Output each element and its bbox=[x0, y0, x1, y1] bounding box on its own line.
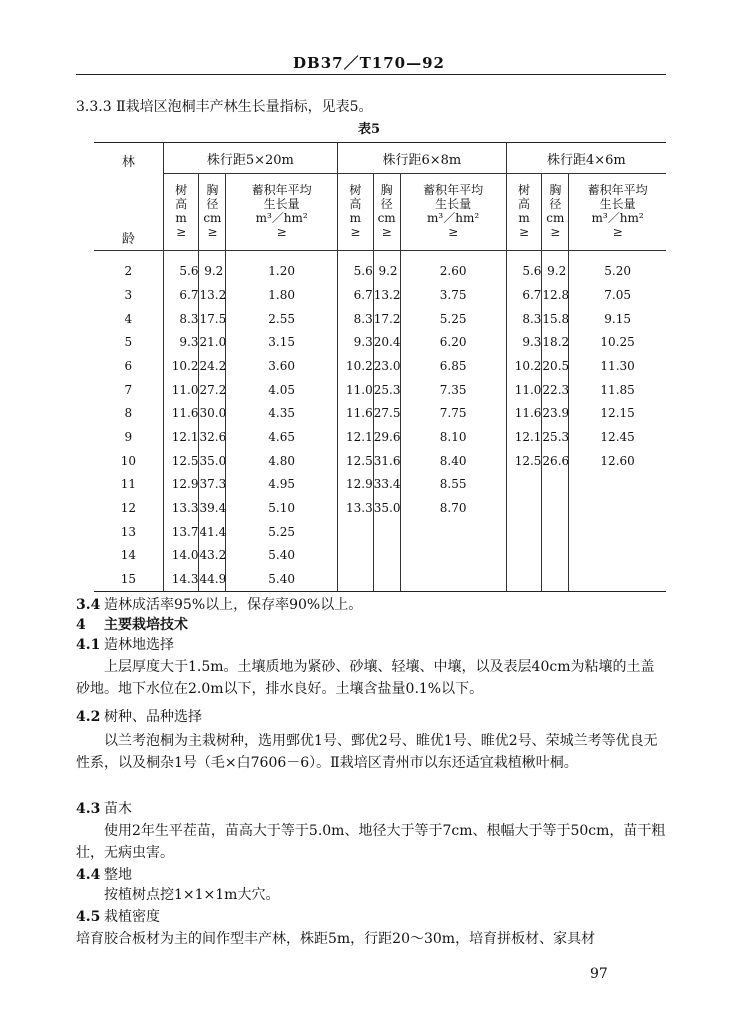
diameter-cell: 37.3 bbox=[199, 473, 226, 497]
diameter-cell: 29.6 bbox=[373, 425, 400, 449]
volume-cell: 1.80 bbox=[226, 283, 338, 307]
group-header-3: 株行距4×6m bbox=[506, 143, 666, 174]
diameter-cell: 27.5 bbox=[373, 401, 400, 425]
diameter-cell: 24.2 bbox=[199, 354, 226, 378]
group-header-2: 株行距6×8m bbox=[338, 143, 507, 174]
table-row bbox=[94, 473, 666, 497]
table-row bbox=[94, 354, 666, 378]
volume-cell: 5.40 bbox=[226, 544, 338, 568]
volume-cell: 4.95 bbox=[226, 473, 338, 497]
table-row bbox=[94, 449, 666, 473]
height-cell bbox=[338, 544, 374, 568]
age-cell: 12 bbox=[94, 496, 163, 520]
diameter-cell bbox=[542, 544, 569, 568]
table-row bbox=[94, 496, 666, 520]
section-4-2: 4.2 树种、品种选择 bbox=[76, 709, 202, 725]
height-cell: 12.9 bbox=[163, 473, 199, 497]
volume-cell: 4.65 bbox=[226, 425, 338, 449]
height-cell: 8.3 bbox=[338, 307, 374, 331]
volume-cell: 7.35 bbox=[400, 378, 506, 402]
table-row bbox=[94, 378, 666, 402]
diameter-cell: 39.4 bbox=[199, 496, 226, 520]
age-cell: 7 bbox=[94, 378, 163, 402]
height-cell: 6.7 bbox=[163, 283, 199, 307]
height-cell: 13.7 bbox=[163, 520, 199, 544]
paragraph-4-5: 培育胶合板材为主的间作型丰产林，株距5m，行距20～30m，培育拼板材、家具材 bbox=[76, 931, 596, 947]
volume-cell: 8.55 bbox=[400, 473, 506, 497]
height-cell bbox=[506, 473, 542, 497]
height-header-3: 树 高 m ≥ bbox=[506, 174, 542, 251]
age-cell: 10 bbox=[94, 449, 163, 473]
paragraph-4-3: 使用2年生平茬苗，苗高大于等于5.0m、地径大于等于7cm、根幅大于等于50cm，苗干粗壮，无病虫害。 bbox=[76, 823, 666, 861]
height-cell: 9.3 bbox=[163, 330, 199, 354]
age-cell: 14 bbox=[94, 544, 163, 568]
height-cell bbox=[506, 496, 542, 520]
height-cell: 5.6 bbox=[506, 251, 542, 284]
diameter-cell: 32.6 bbox=[199, 425, 226, 449]
height-header-2: 树 高 m ≥ bbox=[338, 174, 374, 251]
page-number: 97 bbox=[590, 966, 608, 982]
section-4-1: 4.1 造林地选择 bbox=[76, 637, 174, 653]
height-cell: 5.6 bbox=[163, 251, 199, 284]
volume-cell bbox=[569, 567, 666, 591]
diameter-cell: 9.2 bbox=[542, 251, 569, 284]
diameter-cell: 35.0 bbox=[373, 496, 400, 520]
height-cell: 12.5 bbox=[163, 449, 199, 473]
diameter-cell: 35.0 bbox=[199, 449, 226, 473]
height-cell: 13.3 bbox=[338, 496, 374, 520]
section-4-4: 4.4 整地 bbox=[76, 867, 132, 883]
volume-cell: 7.75 bbox=[400, 401, 506, 425]
section-4-5: 4.5 栽植密度 bbox=[76, 909, 160, 925]
height-cell: 12.5 bbox=[338, 449, 374, 473]
diameter-cell: 20.4 bbox=[373, 330, 400, 354]
paragraph-4-4: 按植树点挖1×1×1m大穴。 bbox=[104, 887, 280, 903]
volume-cell: 5.40 bbox=[226, 567, 338, 591]
table-row bbox=[94, 307, 666, 331]
diameter-cell: 20.5 bbox=[542, 354, 569, 378]
age-cell: 5 bbox=[94, 330, 163, 354]
diameter-cell: 33.4 bbox=[373, 473, 400, 497]
table-row bbox=[94, 425, 666, 449]
diameter-cell: 43.2 bbox=[199, 544, 226, 568]
diameter-header-2: 胸 径 cm ≥ bbox=[373, 174, 400, 251]
table-title: 表5 bbox=[357, 122, 381, 137]
volume-cell bbox=[569, 473, 666, 497]
height-cell: 11.6 bbox=[163, 401, 199, 425]
diameter-cell bbox=[542, 567, 569, 591]
diameter-cell bbox=[542, 496, 569, 520]
table-row bbox=[94, 544, 666, 568]
age-cell: 13 bbox=[94, 520, 163, 544]
volume-cell: 7.05 bbox=[604, 287, 631, 302]
table-row bbox=[94, 330, 666, 354]
group-header-1: 株行距5×20m bbox=[163, 143, 337, 174]
height-cell: 5.6 bbox=[338, 251, 374, 284]
height-cell: 8.3 bbox=[506, 307, 542, 331]
height-cell bbox=[338, 520, 374, 544]
diameter-cell: 13.2 bbox=[199, 283, 226, 307]
diameter-cell bbox=[373, 520, 400, 544]
volume-cell bbox=[400, 544, 506, 568]
volume-cell: 5.25 bbox=[226, 520, 338, 544]
volume-header-2: 蓄积年平均 生长量 m³／hm² ≥ bbox=[400, 174, 506, 251]
diameter-cell: 18.2 bbox=[542, 330, 569, 354]
standard-header: DB37／T170—92 bbox=[293, 54, 445, 72]
age-cell: 9 bbox=[94, 425, 163, 449]
diameter-cell bbox=[373, 567, 400, 591]
diameter-cell: 17.2 bbox=[373, 307, 400, 331]
table-row bbox=[94, 567, 666, 591]
volume-cell: 3.15 bbox=[226, 330, 338, 354]
section-4: 4 主要栽培技术 bbox=[76, 617, 188, 633]
height-cell: 12.9 bbox=[338, 473, 374, 497]
height-cell bbox=[506, 520, 542, 544]
volume-cell: 5.10 bbox=[226, 496, 338, 520]
height-cell: 11.0 bbox=[506, 378, 542, 402]
diameter-cell: 15.8 bbox=[542, 307, 569, 331]
section-3-3-3: 3.3.3 Ⅱ栽培区泡桐丰产林生长量指标，见表5。 bbox=[76, 99, 373, 115]
age-cell: 11 bbox=[94, 473, 163, 497]
section-4-3: 4.3 苗木 bbox=[76, 801, 132, 817]
volume-cell: 8.40 bbox=[400, 449, 506, 473]
table-row bbox=[94, 283, 666, 307]
volume-cell: 6.85 bbox=[400, 354, 506, 378]
height-cell: 10.2 bbox=[163, 354, 199, 378]
diameter-cell: 31.6 bbox=[373, 449, 400, 473]
height-cell bbox=[506, 567, 542, 591]
height-cell: 14.0 bbox=[163, 544, 199, 568]
volume-cell: 11.30 bbox=[600, 358, 635, 373]
diameter-cell: 9.2 bbox=[373, 251, 400, 284]
volume-cell: 8.70 bbox=[400, 496, 506, 520]
diameter-cell: 12.8 bbox=[542, 283, 569, 307]
volume-cell: 11.85 bbox=[600, 382, 635, 397]
paragraph-4-1: 上层厚度大于1.5m。土壤质地为紧砂、砂壤、轻壤、中壤，以及表层40cm为粘壤的土盖砂地。地下水位在2.0m以下，排水良好。土壤含盐量0.1%以下。 bbox=[76, 659, 655, 697]
diameter-cell: 13.2 bbox=[373, 283, 400, 307]
volume-cell bbox=[569, 544, 666, 568]
volume-cell: 1.20 bbox=[226, 251, 338, 284]
age-cell: 15 bbox=[94, 567, 163, 591]
volume-cell: 6.20 bbox=[400, 330, 506, 354]
section-3-4: 3.4 造林成活率95%以上，保存率90%以上。 bbox=[76, 597, 363, 613]
volume-cell: 8.10 bbox=[400, 425, 506, 449]
volume-cell: 2.60 bbox=[400, 251, 506, 284]
age-cell: 4 bbox=[94, 307, 163, 331]
diameter-cell: 25.3 bbox=[373, 378, 400, 402]
height-cell: 11.0 bbox=[338, 378, 374, 402]
diameter-cell: 26.6 bbox=[542, 449, 569, 473]
diameter-header-1: 胸 径 cm ≥ bbox=[199, 174, 226, 251]
age-cell: 6 bbox=[94, 354, 163, 378]
volume-cell: 4.35 bbox=[226, 401, 338, 425]
height-cell: 12.5 bbox=[506, 449, 542, 473]
volume-cell: 10.25 bbox=[600, 335, 635, 350]
diameter-cell: 44.9 bbox=[199, 567, 226, 591]
diameter-cell: 22.3 bbox=[542, 378, 569, 402]
diameter-header-3: 胸 径 cm ≥ bbox=[542, 174, 569, 251]
volume-cell: 3.75 bbox=[400, 283, 506, 307]
volume-cell: 12.45 bbox=[600, 429, 635, 444]
table-row bbox=[94, 520, 666, 544]
growth-table bbox=[94, 142, 666, 592]
height-cell: 11.6 bbox=[506, 401, 542, 425]
height-cell bbox=[338, 567, 374, 591]
height-cell: 10.2 bbox=[338, 354, 374, 378]
height-cell: 10.2 bbox=[506, 354, 542, 378]
volume-cell: 4.05 bbox=[226, 378, 338, 402]
height-cell: 12.1 bbox=[163, 425, 199, 449]
diameter-cell: 9.2 bbox=[199, 251, 226, 284]
diameter-cell bbox=[542, 520, 569, 544]
height-cell: 12.1 bbox=[338, 425, 374, 449]
height-cell bbox=[506, 544, 542, 568]
height-cell: 12.1 bbox=[506, 425, 542, 449]
header-rule bbox=[76, 74, 666, 75]
volume-cell bbox=[400, 520, 506, 544]
volume-cell: 3.60 bbox=[226, 354, 338, 378]
height-cell: 11.6 bbox=[338, 401, 374, 425]
age-column-header: 林 龄 bbox=[94, 143, 163, 251]
height-cell: 9.3 bbox=[338, 330, 374, 354]
diameter-cell bbox=[542, 473, 569, 497]
volume-header-3: 蓄积年平均 生长量 m³／hm² ≥ bbox=[569, 174, 666, 251]
diameter-cell: 27.2 bbox=[199, 378, 226, 402]
height-cell: 13.3 bbox=[163, 496, 199, 520]
height-cell: 8.3 bbox=[163, 307, 199, 331]
diameter-cell: 23.9 bbox=[542, 401, 569, 425]
volume-cell: 12.15 bbox=[600, 406, 635, 421]
age-cell: 8 bbox=[94, 401, 163, 425]
volume-header-1: 蓄积年平均 生长量 m³／hm² ≥ bbox=[226, 174, 338, 251]
diameter-cell: 21.0 bbox=[199, 330, 226, 354]
height-header-1: 树 高 m ≥ bbox=[163, 174, 199, 251]
diameter-cell: 25.3 bbox=[542, 425, 569, 449]
diameter-cell: 17.5 bbox=[199, 307, 226, 331]
height-cell: 6.7 bbox=[506, 283, 542, 307]
height-cell: 14.3 bbox=[163, 567, 199, 591]
volume-cell: 5.20 bbox=[604, 264, 631, 278]
table-row bbox=[94, 401, 666, 425]
volume-cell: 4.80 bbox=[226, 449, 338, 473]
height-cell: 11.0 bbox=[163, 378, 199, 402]
volume-cell: 5.25 bbox=[400, 307, 506, 331]
diameter-cell: 41.4 bbox=[199, 520, 226, 544]
volume-cell: 12.60 bbox=[600, 453, 635, 468]
volume-cell bbox=[569, 520, 666, 544]
volume-cell: 9.15 bbox=[604, 311, 631, 326]
diameter-cell: 30.0 bbox=[199, 401, 226, 425]
volume-cell bbox=[569, 496, 666, 520]
height-cell: 6.7 bbox=[338, 283, 374, 307]
table-row bbox=[94, 251, 666, 284]
paragraph-4-2: 以兰考泡桐为主栽树种，选用鄄优1号、鄄优2号、睢优1号、睢优2号、荣城兰考等优良无性系，以及桐杂1号（毛×白7606－6）。Ⅱ栽培区青州市以东还适宜栽植楸叶桐。 bbox=[76, 733, 658, 771]
volume-cell: 2.55 bbox=[226, 307, 338, 331]
height-cell: 9.3 bbox=[506, 330, 542, 354]
age-cell: 2 bbox=[94, 251, 163, 284]
diameter-cell: 23.0 bbox=[373, 354, 400, 378]
diameter-cell bbox=[373, 544, 400, 568]
volume-cell bbox=[400, 567, 506, 591]
age-cell: 3 bbox=[94, 283, 163, 307]
